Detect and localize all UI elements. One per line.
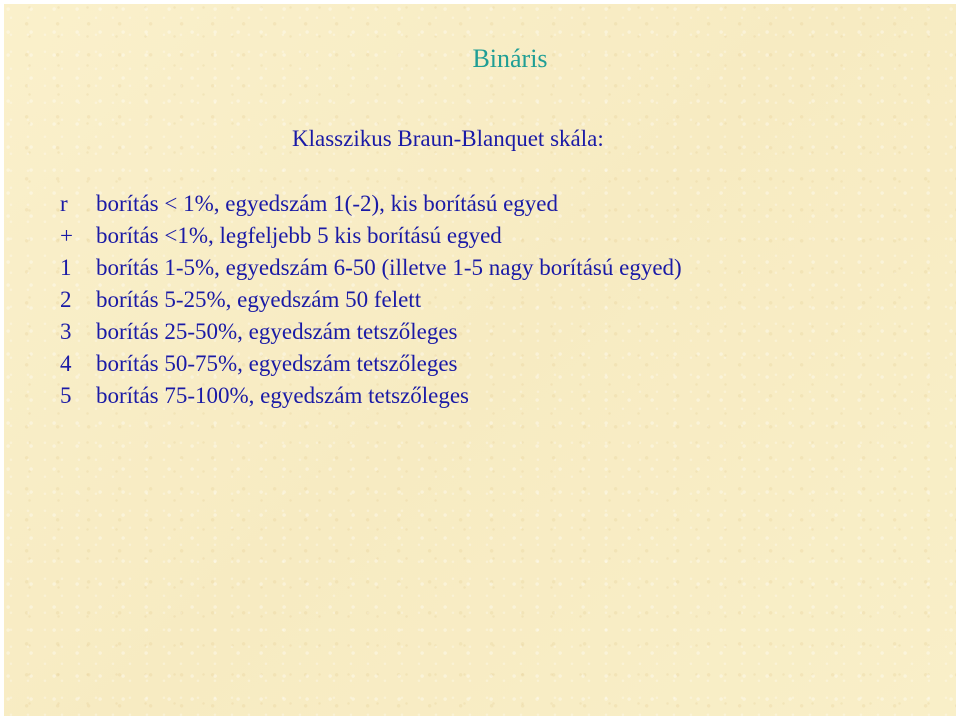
scale-description: borítás 50-75%, egyedszám tetszőleges <box>96 351 458 376</box>
slide <box>4 4 956 716</box>
slide-title: Bináris <box>472 44 548 73</box>
scale-code: 5 <box>60 383 72 408</box>
scale-row <box>58 348 682 380</box>
scale-code: 1 <box>60 255 72 280</box>
scale-description: borítás 75-100%, egyedszám tetszőleges <box>96 383 469 408</box>
scale-code: 3 <box>60 319 72 344</box>
scale-description: borítás 25-50%, egyedszám tetszőleges <box>96 319 458 344</box>
scale-row <box>58 188 682 220</box>
slide-subtitle: Klasszikus Braun-Blanquet skála: <box>292 126 604 151</box>
scale-list <box>58 188 682 412</box>
scale-description: borítás <1%, legfeljebb 5 kis borítású egyed <box>96 223 502 248</box>
scale-code: 2 <box>60 287 72 312</box>
scale-code: + <box>60 223 73 248</box>
scale-row <box>58 252 682 284</box>
scale-row <box>58 284 682 316</box>
scale-row <box>58 380 682 412</box>
scale-row <box>58 220 682 252</box>
scale-description: borítás 5-25%, egyedszám 50 felett <box>96 287 422 312</box>
scale-description: borítás 1-5%, egyedszám 6-50 (illetve 1-5 nagy borítású egyed) <box>96 255 682 280</box>
scale-row <box>58 316 682 348</box>
scale-description: borítás < 1%, egyedszám 1(-2), kis borítású egyed <box>96 191 558 216</box>
scale-code: r <box>60 191 68 216</box>
scale-code: 4 <box>60 351 72 376</box>
